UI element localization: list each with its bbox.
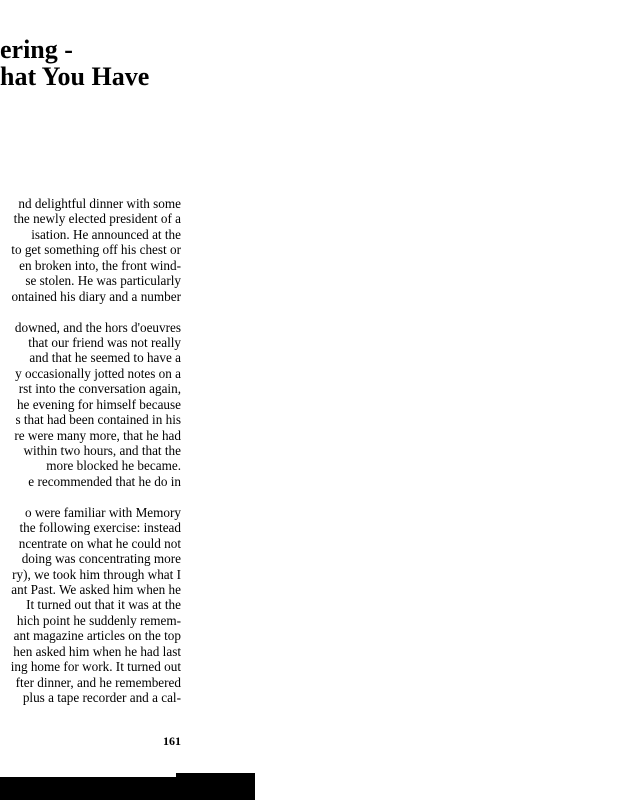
text-line: hich point he suddenly remem- bbox=[16, 612, 181, 628]
text-line: It turned out that it was at the bbox=[26, 597, 181, 613]
text-line: and that he seemed to have a bbox=[29, 350, 181, 366]
text-line: fter dinner, and he remembered bbox=[15, 674, 181, 690]
page-number: 161 bbox=[163, 734, 181, 748]
text-line: to get something off his chest or bbox=[11, 242, 181, 258]
text-line: isation. He announced at the bbox=[31, 226, 181, 242]
text-line: ncentrate on what he could not bbox=[18, 535, 181, 551]
text-line: se stolen. He was particularly bbox=[25, 273, 181, 289]
text-line: that our friend was not really bbox=[28, 334, 181, 350]
text-line: downed, and the hors d'oeuvres bbox=[14, 319, 181, 335]
text-line: rst into the conversation again, bbox=[18, 381, 181, 397]
text-line bbox=[0, 489, 181, 504]
text-line: more blocked he became. bbox=[46, 458, 181, 474]
text-line: s that had been contained in his bbox=[15, 412, 181, 428]
scan-edge-bar bbox=[0, 777, 255, 800]
text-line: en broken into, the front wind- bbox=[19, 257, 181, 273]
chapter-title-line-1: ering - bbox=[0, 35, 73, 64]
chapter-title-line-2: hat You Have bbox=[0, 62, 150, 91]
text-line: the newly elected president of a bbox=[13, 211, 181, 227]
text-line bbox=[0, 304, 181, 319]
text-line: ant magazine articles on the top bbox=[13, 628, 181, 644]
text-line: plus a tape recorder and a cal- bbox=[22, 690, 181, 705]
text-line: ant Past. We asked him when he bbox=[11, 581, 181, 597]
text-line: hen asked him when he had last bbox=[13, 643, 181, 659]
text-line: the following exercise: instead bbox=[19, 520, 181, 536]
text-line: o were familiar with Memory bbox=[24, 504, 181, 520]
text-line: he evening for himself because bbox=[16, 396, 181, 412]
body-text bbox=[0, 196, 181, 705]
text-line: e recommended that he do in bbox=[28, 473, 181, 489]
text-line: doing was concentrating more bbox=[21, 551, 181, 567]
text-line: ry), we took him through what I bbox=[12, 566, 181, 582]
text-line: ing home for work. It turned out bbox=[10, 659, 181, 675]
text-line: y occasionally jotted notes on a bbox=[15, 365, 181, 381]
text-line: ontained his diary and a number bbox=[11, 288, 181, 304]
text-line: nd delightful dinner with some bbox=[18, 196, 181, 211]
text-line: re were many more, that he had bbox=[14, 427, 181, 443]
text-line: within two hours, and that the bbox=[23, 443, 181, 458]
